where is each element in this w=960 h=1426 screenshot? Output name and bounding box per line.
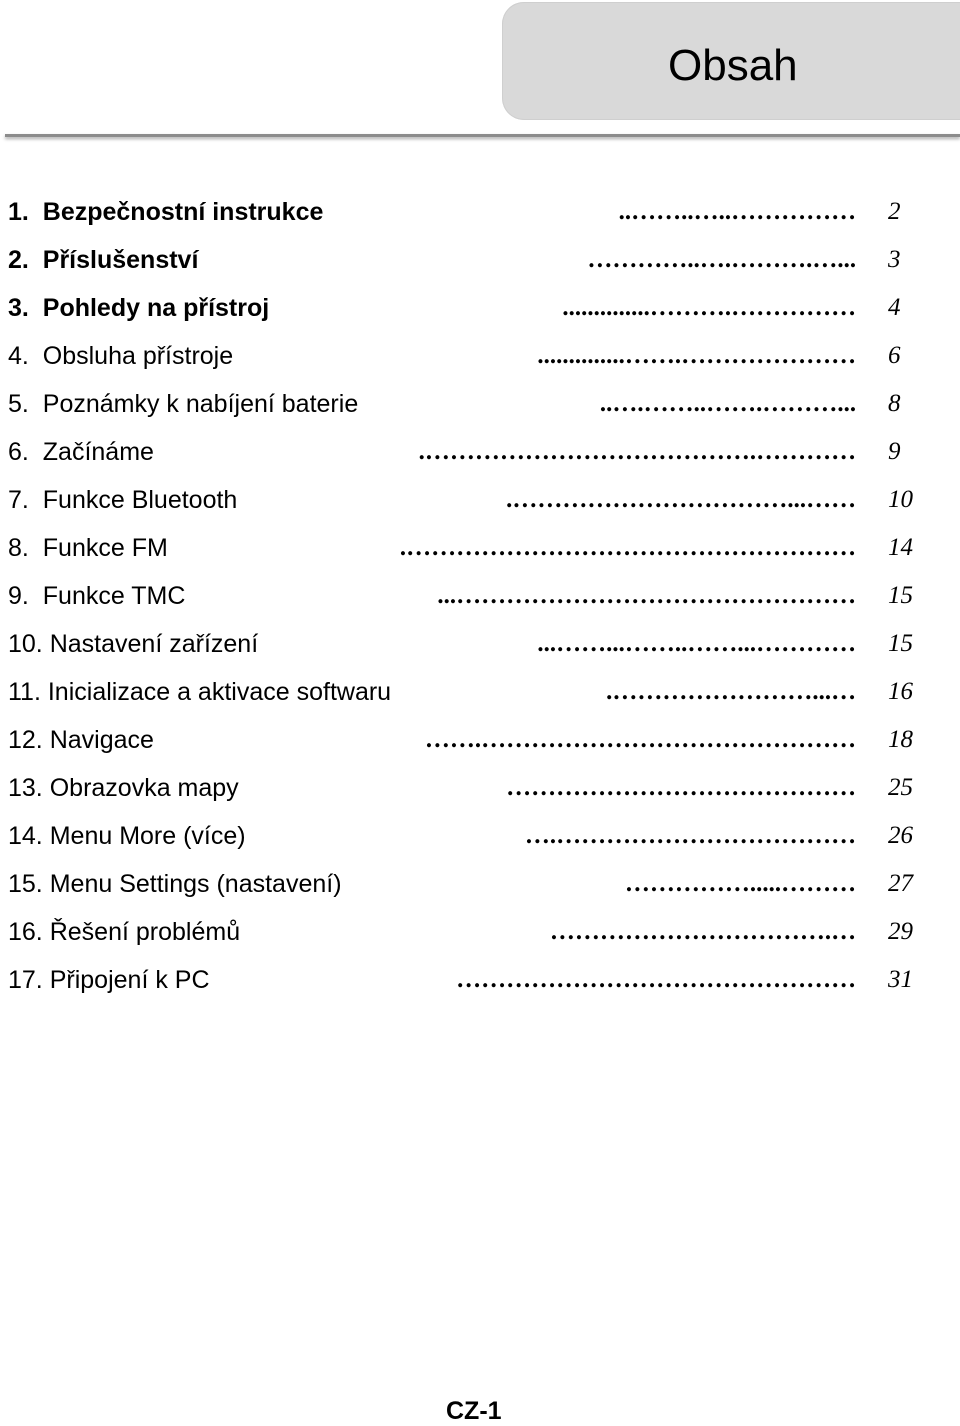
toc-leader-dots: …………….……….............. — [563, 294, 857, 321]
toc-entry-label: 10. Nastavení zařízení — [8, 630, 259, 658]
toc-page-number: 9 — [888, 438, 901, 465]
toc-leader-dots: …………...……..……...……... — [538, 630, 857, 657]
toc-page-number: 29 — [888, 918, 913, 945]
toc-entry-3[interactable] — [0, 286, 960, 334]
toc-page-number: 6 — [888, 342, 901, 369]
table-of-contents — [0, 190, 960, 1006]
toc-page-number: 2 — [888, 198, 901, 225]
toc-page-number: 8 — [888, 390, 901, 417]
toc-entry-11[interactable] — [0, 670, 960, 718]
toc-page-number: 18 — [888, 726, 913, 753]
footer-page-label: CZ-1 — [446, 1397, 502, 1425]
toc-page-number: 15 — [888, 582, 913, 609]
toc-page-number: 3 — [888, 246, 901, 273]
toc-entry-label: 3. Pohledy na přístroj — [8, 294, 270, 322]
toc-entry-6[interactable] — [0, 430, 960, 478]
header-divider — [5, 134, 960, 137]
toc-entry-label: 11. Inicializace a aktivace softwaru — [8, 678, 392, 706]
toc-entry-label: 7. Funkce Bluetooth — [8, 486, 238, 514]
toc-page-number: 14 — [888, 534, 913, 561]
toc-page-number: 15 — [888, 630, 913, 657]
toc-entry-1[interactable] — [0, 190, 960, 238]
toc-entry-label: 16. Řešení problémů — [8, 918, 241, 946]
toc-page-number: 27 — [888, 870, 913, 897]
toc-entry-label: 6. Začínáme — [8, 438, 154, 466]
toc-entry-label: 2. Příslušenství — [8, 246, 199, 274]
toc-page-number: 4 — [888, 294, 901, 321]
toc-leader-dots: ………….…………………………………. — [419, 438, 857, 465]
toc-leader-dots: ………………….…….............. — [538, 342, 857, 369]
toc-entry-label: 9. Funkce TMC — [8, 582, 186, 610]
toc-entry-8[interactable] — [0, 526, 960, 574]
toc-entry-9[interactable] — [0, 574, 960, 622]
toc-entry-label: 15. Menu Settings (nastavení) — [8, 870, 342, 898]
toc-entry-label: 13. Obrazovka mapy — [8, 774, 239, 802]
toc-leader-dots: ……………………………….… — [525, 822, 857, 849]
toc-entry-13[interactable] — [0, 766, 960, 814]
toc-entry-16[interactable] — [0, 910, 960, 958]
toc-entry-5[interactable] — [0, 382, 960, 430]
toc-entry-label: 8. Funkce FM — [8, 534, 168, 562]
toc-entry-label: 17. Připojení k PC — [8, 966, 210, 994]
toc-page-number: 16 — [888, 678, 913, 705]
toc-entry-label: 4. Obsluha přístroje — [8, 342, 234, 370]
toc-entry-12[interactable] — [0, 718, 960, 766]
toc-entry-7[interactable] — [0, 478, 960, 526]
toc-leader-dots: ……………..…..…….. — [619, 198, 857, 225]
toc-leader-dots: ………………………………………… — [457, 966, 857, 993]
toc-leader-dots: …...……………………. — [607, 678, 857, 705]
toc-page-number: 25 — [888, 774, 913, 801]
toc-page-number: 31 — [888, 966, 913, 993]
toc-entry-14[interactable] — [0, 814, 960, 862]
toc-leader-dots: …………………………………… — [507, 774, 857, 801]
toc-page-number: 26 — [888, 822, 913, 849]
toc-leader-dots: ...……….……..…….….. — [600, 390, 857, 417]
toc-leader-dots: ……….....…………… — [625, 870, 857, 897]
toc-entry-label: 12. Navigace — [8, 726, 154, 754]
page-title: Obsah — [668, 41, 798, 90]
toc-leader-dots: ………………………………………………. — [400, 534, 857, 561]
toc-leader-dots: ….…………………………… — [550, 918, 857, 945]
toc-entry-15[interactable] — [0, 862, 960, 910]
toc-page-number: 10 — [888, 486, 913, 513]
toc-leader-dots: …………………………………………... — [438, 582, 857, 609]
toc-leader-dots: ……………………………………….…… — [425, 726, 857, 753]
toc-entry-4[interactable] — [0, 334, 960, 382]
toc-entry-17[interactable] — [0, 958, 960, 1006]
toc-entry-2[interactable] — [0, 238, 960, 286]
toc-entry-label: 1. Bezpečnostní instrukce — [8, 198, 324, 226]
toc-leader-dots: ……...……………………………. — [507, 486, 857, 513]
toc-leader-dots: ...….……….…..………… — [588, 246, 857, 273]
toc-entry-label: 5. Poznámky k nabíjení baterie — [8, 390, 359, 418]
toc-entry-10[interactable] — [0, 622, 960, 670]
toc-entry-label: 14. Menu More (více) — [8, 822, 246, 850]
